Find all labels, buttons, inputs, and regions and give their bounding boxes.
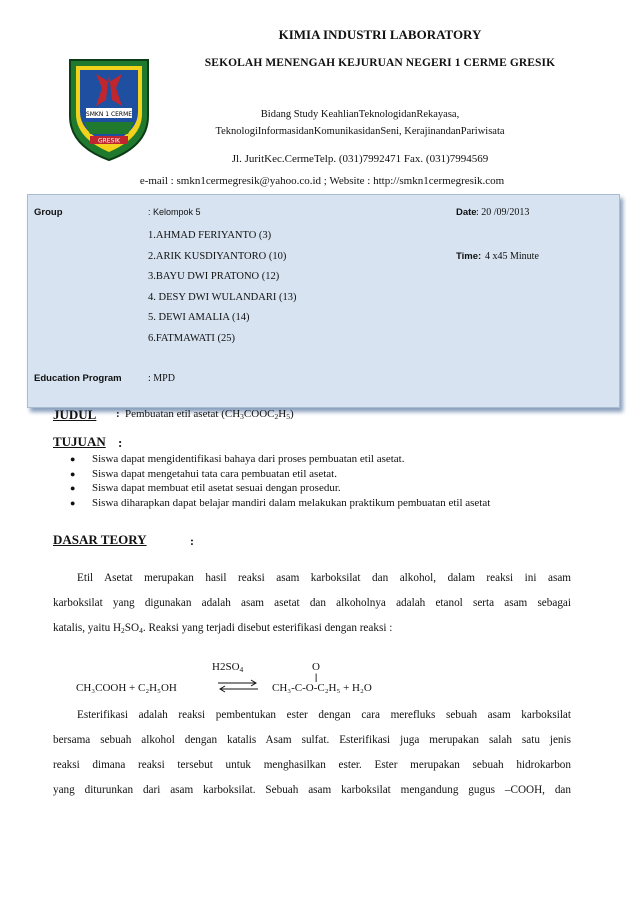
reaction-catalyst: $H2SO_4$ [212,661,244,674]
program-label: Education Program [34,373,122,384]
group-value: : Kelompok 5 [148,207,201,217]
text-line: yang diturunkan dari asam karboksilat. Sebuah asam karboksilat mengandung gugus –COOH, dan [53,784,571,796]
paragraph-1 [53,566,571,643]
text-line: bersama sebuah alkohol dengan katalis Asam sulfat. Esterifikasi juga merupakan salah satu jenis [53,734,571,746]
text-line: katalis, yaitu $H_2SO_4$. Reaksi yang terjadi disebut esterifikasi dengan reaksi : [53,622,393,635]
logo-text: SMKN 1 CERME [85,111,133,118]
lab-title: KIMIA INDUSTRI LABORATORY [278,27,482,42]
school-address: Jl. JuritKec.CermeTelp. (031)7992471 Fax. (031)7994569 [231,153,489,165]
school-contact: e-mail : smkn1cermegresik@yahoo.co.id ; Website : http://smkn1cermegresik.com [139,175,505,187]
member-item: 2.ARIK KUSDIYANTORO (10) [148,251,287,262]
member-item: 5. DEWI AMALIA (14) [148,312,250,323]
tujuan-colon: : [118,435,123,450]
member-item: 3.BAYU DWI PRATONO (12) [148,271,280,282]
text-line: Esterifikasi adalah reaksi pembentukan ester dengan cara merefluks sebuah asam karboksilat [77,709,571,721]
reaction-reactants: CH₃COOH + C₂H₅OH [76,682,177,694]
judul-heading: JUDUL [53,407,97,422]
school-logo [66,54,152,162]
tujuan-heading: TUJUAN [53,434,106,449]
school-name: SEKOLAH MENENGAH KEJURUAN NEGERI 1 CERME GRESIK [204,57,556,69]
member-item: 1.AHMAD FERIYANTO (3) [148,230,272,241]
date-label: Date [456,207,477,218]
list-item: ● Siswa diharapkan dapat belajar mandiri dalam melakukan praktikum pembuatan etil asetat [70,496,491,509]
text-line: Etil Asetat merupakan hasil reaksi asam karboksilat dan alkohol, dalam reaksi ini asam [77,572,571,584]
text-line: karboksilat yang digunakan adalah asam asetat dan alkoholnya adalah etanol serta asam sebagai [53,597,571,609]
list-item: ● Siswa dapat mengidentifikasi bahaya dari proses pembuatan etil asetat. [70,453,405,465]
study-field: Bidang Study KeahlianTeknologidanRekayasa, [260,109,460,120]
list-item: ● Siswa dapat membuat etil asetat sesuai dengan prosedur. [70,482,341,494]
member-item: 6.FATMAWATI (25) [148,333,236,344]
judul-colon: : [116,408,120,420]
study-program: TeknologiInformasidanKomunikasidanSeni, KerajinandanPariwisata [215,126,505,137]
time-value: 4 x45 Minute [485,251,539,262]
list-item: ● Siswa dapat mengetahui tata cara pembuatan etil asetat. [70,467,337,480]
group-info-box [27,194,620,408]
text-line: reaksi dimana reaksi tersebut untuk menghasilkan ester. Ester merupakan sebuah hidrokarbon [53,759,571,771]
equilibrium-arrow-icon [216,679,260,693]
dasar-colon: : [190,534,194,548]
judul-text: Pembuatan etil asetat $(CH_3COOC_2H_5)$ [125,408,294,421]
time-label: Time: [456,251,482,262]
group-label: Group [34,207,63,218]
member-item: 4. DESY DWI WULANDARI (13) [148,292,297,303]
logo-subtext: GRESIK [97,137,121,145]
date-value: : 20 /09/2013 [476,207,530,218]
paragraph-2 [53,703,571,803]
goals-list [70,452,490,510]
program-value: : MPD [148,373,175,384]
reaction-products: CH₃-C-O-C₂H₅ + H₂O [272,682,372,694]
double-bond: || [315,672,317,682]
reaction-oxygen: O [312,661,320,673]
dasar-heading: DASAR TEORY [53,532,147,547]
